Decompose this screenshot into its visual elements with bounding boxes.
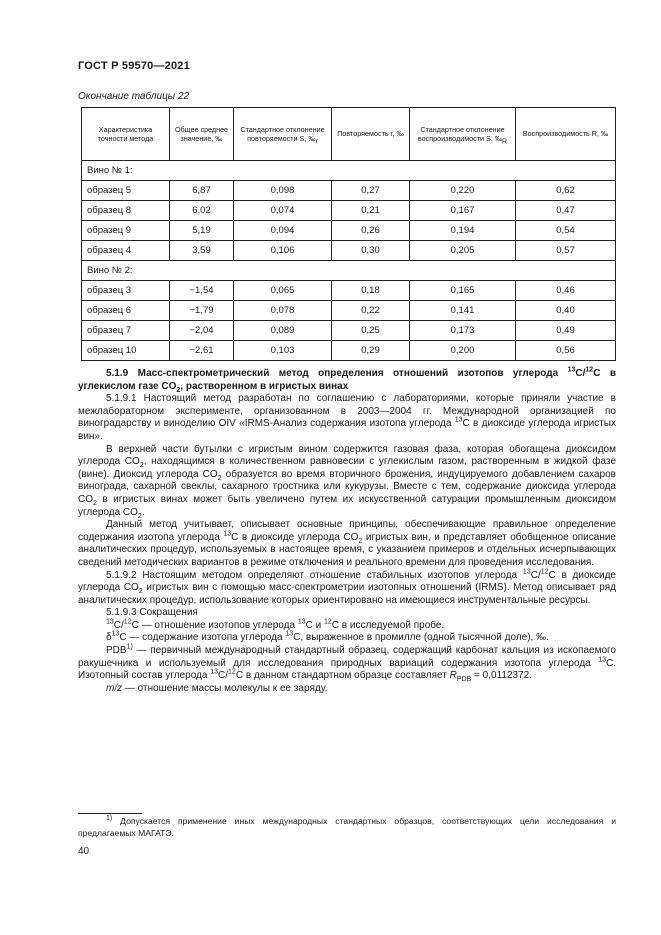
sample-name-cell: образец 7 [82, 321, 170, 341]
sample-name-cell: образец 5 [82, 181, 170, 201]
document-header: ГОСТ Р 59570—2021 [78, 60, 190, 72]
value-cell: 6,87 [170, 181, 234, 201]
table-row [82, 181, 616, 201]
value-cell: 3,59 [170, 241, 234, 261]
value-cell: 0,173 [410, 321, 516, 341]
value-cell: −1,54 [170, 281, 234, 301]
value-cell: 0,141 [410, 301, 516, 321]
sample-name-cell: образец 4 [82, 241, 170, 261]
sample-name-cell: образец 9 [82, 221, 170, 241]
sample-name-cell: образец 6 [82, 301, 170, 321]
table-header-row [82, 108, 616, 161]
value-cell: −2,04 [170, 321, 234, 341]
value-cell: 0,065 [234, 281, 332, 301]
value-cell: 0,57 [516, 241, 616, 261]
sample-name-cell: образец 8 [82, 201, 170, 221]
table-caption: Окончание таблицы 22 [78, 91, 190, 102]
column-header: Стандартное отклонение повторяемости S, $‰_r$ [234, 108, 332, 161]
section-heading: 5.1.9 Масс-спектрометрический метод определения отношений изотопов углерода $^{13}$C/$^{12}$C в углекислом газе $CO_2$, растворенном в игристых винах [78, 366, 616, 394]
value-cell: 0,106 [234, 241, 332, 261]
value-cell: 0,074 [234, 201, 332, 221]
table-row [82, 241, 616, 261]
value-cell: 0,56 [516, 341, 616, 361]
table-row [82, 221, 616, 241]
value-cell: 0,49 [516, 321, 616, 341]
paragraph: $\delta^{13}C$ — содержание изотопа углерода $^{13}$C, выраженное в промилле (одной тысячной доле), ‰. [106, 631, 549, 644]
section-body [78, 368, 616, 695]
table-row [82, 341, 616, 361]
value-cell: 0,220 [410, 181, 516, 201]
value-cell: 0,194 [410, 221, 516, 241]
value-cell: 6,02 [170, 201, 234, 221]
value-cell: −2,61 [170, 341, 234, 361]
column-header: Воспроизводимость R, ‰ [516, 108, 616, 161]
paragraph: В верхней части бутылки с игристым вином содержится газовая фаза, которая обогащена диоксидом углерода $CO_2$, находящимся в количественном равновесии с углекислым газом, растворенным в жидкой фазе (вине). Диоксид углерода $CO_2$ образуется во время вторичного брожения, индуцируемого добавлением сахаров винограда, сахарной свеклы, сахарного тростника или кукурузы. Вместе с тем, содержание диоксида углерода $CO_2$ в игристых винах может быть увеличено путем их искусственной сатурации промышленным диоксидом углерода $CO_2$. [78, 443, 617, 520]
value-cell: 0,46 [516, 281, 616, 301]
paragraph: 5.1.9.3 Сокращения [106, 607, 198, 619]
table-group-row [82, 261, 616, 281]
paragraph: PDB$^{1)}$ — первичный международный стандартный образец, содержащий карбонат кальция из ископаемого ракушечника и используемый для исследования природных вариаций содержания изотопа углерода $^{13}$C. Изотопный состав углерода $^{13}$C/$^{12}$C в данном стандартном образце составляет $R_{PDB} = 0,0112372$. [78, 643, 616, 684]
group-label: Вино № 1: [82, 161, 616, 181]
paragraph: 5.1.9.1 Настоящий метод разработан по соглашению с лабораториями, которые приняли участие в межлабораторном эксперименте, организованном в 2003—2004 гг. Международной организацией по виноградарству и виноделию OIV «IRMS-Анализ содержания изотопа углерода $^{13}$C в диоксиде углерода игристых вин». [78, 393, 616, 442]
table-body [82, 161, 616, 361]
footnote-divider [78, 813, 142, 814]
column-header: Стандартное отклонение воспроизводимости S, $‰_R$ [410, 108, 516, 161]
value-cell: 0,27 [332, 181, 410, 201]
column-header: Общее среднее значение, ‰ [170, 108, 234, 161]
value-cell: 0,22 [332, 301, 410, 321]
value-cell: 0,078 [234, 301, 332, 321]
column-header: Повторяемость r, ‰ [332, 108, 410, 161]
value-cell: 0,094 [234, 221, 332, 241]
value-cell: 0,103 [234, 341, 332, 361]
table-row [82, 281, 616, 301]
table-row [82, 321, 616, 341]
paragraph: m/z — отношение массы молекулы к ее заряду. [106, 682, 328, 694]
value-cell: 0,47 [516, 201, 616, 221]
value-cell: 0,62 [516, 181, 616, 201]
sample-name-cell: образец 3 [82, 281, 170, 301]
column-header: Характеристика точности метода [82, 108, 170, 161]
value-cell: 0,40 [516, 301, 616, 321]
value-cell: −1,79 [170, 301, 234, 321]
table-row [82, 301, 616, 321]
value-cell: 0,18 [332, 281, 410, 301]
precision-table [81, 107, 616, 361]
value-cell: 0,26 [332, 221, 410, 241]
table-row [82, 201, 616, 221]
paragraph: 5.1.9.2 Настоящим методом определяют отношение стабильных изотопов углерода $^{13}$C/$^{12}$C в диоксиде углерода $CO_2$ игристых вин с помощью масс-спектрометрии изотопных отношений (IRMS). Метод описывает ряд аналитических процедур, использование которых ориентировано на имеющиеся инструментальные ресурсы. [78, 568, 616, 606]
page-number: 40 [78, 846, 90, 857]
paragraph: $^{13}$C/$^{12}$C — отношение изотопов углерода $^{13}$C и $^{12}$C в исследуемой пробе. [106, 618, 445, 631]
group-label: Вино № 2: [82, 261, 616, 281]
paragraph: Данный метод учитывает, описывает основные принципы, обеспечивающие правильное определение содержания изотопа углерода $^{13}$C в диоксиде углерода $CO_2$ игристых вин, и представляет обобщенное описание аналитических процедур, используемых в настоящее время, с указанием примеров и отдельных исчерпывающих сведений методических вариантов в режиме отключения и реального времени для проведения исследования. [78, 519, 616, 568]
value-cell: 0,165 [410, 281, 516, 301]
value-cell: 0,30 [332, 241, 410, 261]
table-group-row [82, 161, 616, 181]
value-cell: 0,098 [234, 181, 332, 201]
footnote: $^{1)}$ Допускается применение иных международных стандартных образцов, соответствующих цели исследования и предлагаемых МАГАТЭ. [78, 815, 616, 838]
value-cell: 0,205 [410, 241, 516, 261]
value-cell: 0,54 [516, 221, 616, 241]
value-cell: 0,21 [332, 201, 410, 221]
value-cell: 0,089 [234, 321, 332, 341]
value-cell: 0,200 [410, 341, 516, 361]
value-cell: 0,25 [332, 321, 410, 341]
value-cell: 0,29 [332, 341, 410, 361]
value-cell: 5,19 [170, 221, 234, 241]
sample-name-cell: образец 10 [82, 341, 170, 361]
value-cell: 0,167 [410, 201, 516, 221]
